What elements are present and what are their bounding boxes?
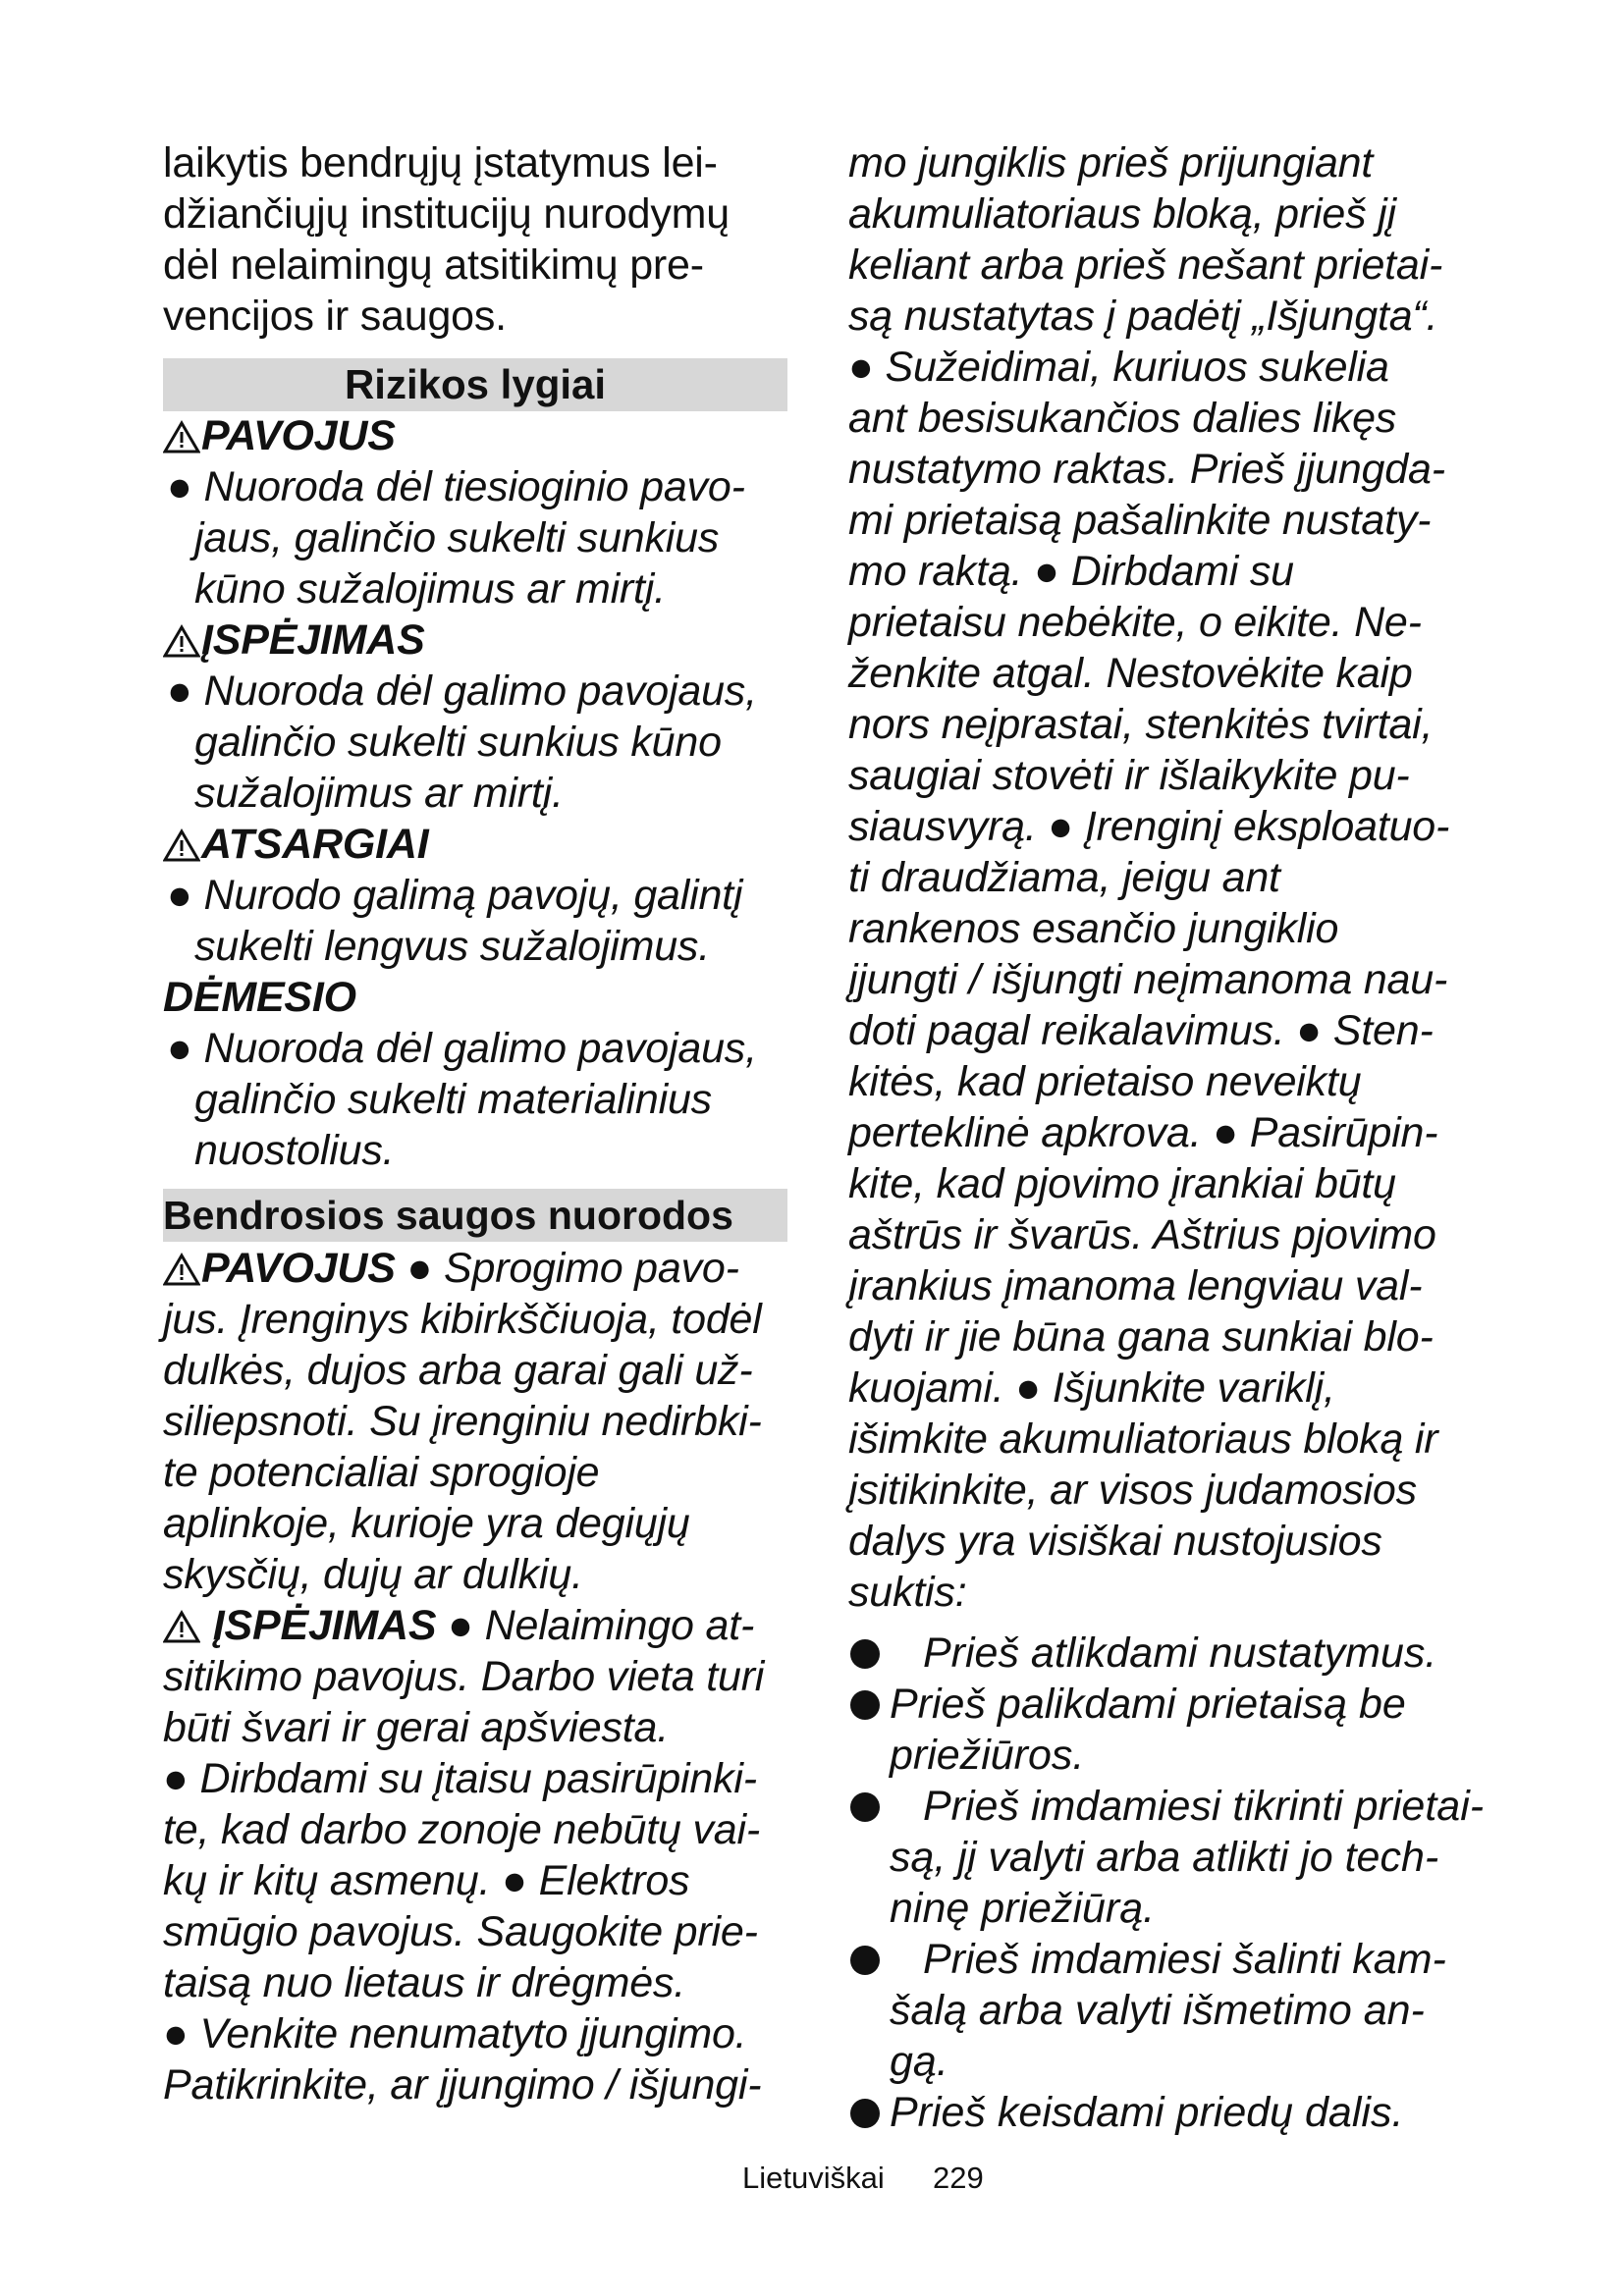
right-line: prietaisu nebėkite, o eikite. Ne-	[848, 599, 1422, 646]
notice-desc-line: nuostolius.	[194, 1127, 395, 1174]
caution-desc-line: sukelti lengvus sužalojimus.	[194, 923, 710, 970]
bullet-item-line: Prieš imdamiesi šalinti kam-	[923, 1936, 1446, 1983]
general-safety-heading: Bendrosios saugos nuorodos	[163, 1189, 787, 1242]
right-line: rankenos esančio jungiklio	[848, 905, 1339, 952]
general-warning-line: taisą nuo lietaus ir drėgmės.	[163, 1959, 685, 2006]
right-line: dyti ir jie būna gana sunkiai blo-	[848, 1313, 1434, 1361]
general-danger-label: PAVOJUS	[201, 1245, 396, 1292]
right-line: įrankius įmanoma lengviau val-	[848, 1262, 1423, 1309]
right-line: aštrūs ir švarūs. Aštrius pjovimo	[848, 1211, 1436, 1258]
right-line: doti pagal reikalavimus. ● Sten-	[848, 1007, 1434, 1054]
general-warning-line	[163, 1600, 754, 1651]
warning-triangle-icon	[163, 624, 200, 658]
right-line: išimkite akumuliatoriaus bloką ir	[848, 1415, 1438, 1463]
right-line: mo raktą. ● Dirbdami su	[848, 548, 1294, 595]
right-line: siausvyrą. ● Įrenginį eksploatuo-	[848, 803, 1450, 850]
bullet-item-line: gą.	[890, 2038, 948, 2085]
bullet-item-line: priežiūros.	[890, 1732, 1085, 1779]
caution-label	[163, 819, 429, 870]
right-line: perteklinė apkrova. ● Pasirūpin-	[848, 1109, 1438, 1156]
page-number: 229	[933, 2161, 984, 2195]
general-danger-line: aplinkoje, kurioje yra degiųjų	[163, 1500, 690, 1547]
intro-line: vencijos ir saugos.	[163, 293, 507, 340]
general-warning-label: ĮSPĖJIMAS	[212, 1602, 437, 1649]
bullet-item-line: Prieš imdamiesi tikrinti prietai-	[923, 1783, 1485, 1830]
general-warning-line: ● Dirbdami su įtaisu pasirūpinki-	[163, 1755, 757, 1802]
intro-line: dėl nelaimingų atsitikimų pre-	[163, 241, 704, 289]
bullet-item-line: ninę priežiūrą.	[890, 1885, 1156, 1932]
general-danger-first: ● Sprogimo pavo-	[395, 1245, 739, 1292]
warning-label-text: ĮSPĖJIMAS	[201, 616, 425, 664]
right-line: nors neįprastai, stenkitės tvirtai,	[848, 701, 1434, 748]
general-danger-line: siliepsnoti. Su įrenginiu nedirbki-	[163, 1398, 762, 1445]
warning-desc-line: sužalojimus ar mirtį.	[194, 770, 564, 817]
general-warning-line: smūgio pavojus. Saugokite prie-	[163, 1908, 758, 1955]
footer-language: Lietuviškai	[742, 2161, 885, 2195]
danger-label-text: PAVOJUS	[201, 412, 396, 459]
danger-desc-line: kūno sužalojimus ar mirtį.	[194, 565, 666, 613]
right-line: mi prietaisą pašalinkite nustaty-	[848, 497, 1432, 544]
risk-levels-heading: Rizikos lygiai	[163, 358, 787, 411]
notice-desc-line: ● Nuoroda dėl galimo pavojaus,	[167, 1025, 757, 1072]
bullet-item-line: šalą arba valyti išmetimo an-	[890, 1987, 1425, 2034]
bullet-item-line: są, jį valyti arba atlikti jo tech-	[890, 1834, 1439, 1881]
right-line: saugiai stovėti ir išlaikykite pu-	[848, 752, 1410, 799]
right-line: ant besisukančios dalies likęs	[848, 395, 1397, 442]
general-warning-line: būti švari ir gerai apšviesta.	[163, 1704, 669, 1751]
bullet-item-line: Prieš palikdami prietaisą be	[890, 1681, 1406, 1728]
bullet-item-line: Prieš keisdami priedų dalis.	[890, 2089, 1404, 2136]
right-line: ● Sužeidimai, kuriuos sukelia	[848, 344, 1389, 391]
bullet-dot	[850, 1690, 880, 1720]
warning-triangle-icon	[163, 1253, 200, 1286]
danger-desc-line: jaus, galinčio sukelti sunkius	[194, 514, 720, 561]
right-line: ženkite atgal. Nestovėkite kaip	[848, 650, 1413, 697]
danger-label	[163, 410, 396, 461]
right-line: ti draudžiama, jeigu ant	[848, 854, 1280, 901]
bullet-dot	[850, 1792, 880, 1822]
notice-desc-line: galinčio sukelti materialinius	[194, 1076, 712, 1123]
general-warning-line: kų ir kitų asmenų. ● Elektros	[163, 1857, 690, 1904]
general-warning-line: sitikimo pavojus. Darbo vieta turi	[163, 1653, 765, 1700]
bullet-dot	[850, 1946, 880, 1975]
right-line: są nustatytas į padėtį „Išjungta“.	[848, 293, 1438, 340]
intro-line: laikytis bendrųjų įstatymus lei-	[163, 139, 718, 187]
warning-desc-line: galinčio sukelti sunkius kūno	[194, 719, 722, 766]
right-line: kitės, kad prietaiso neveiktų	[848, 1058, 1362, 1105]
warning-label	[163, 614, 425, 666]
right-line: įsitikinkite, ar visos judamosios	[848, 1467, 1417, 1514]
right-line: nustatymo raktas. Prieš įjungda-	[848, 446, 1445, 493]
general-warning-first: ● Nelaimingo at-	[436, 1602, 755, 1649]
bullet-dot	[850, 1639, 880, 1669]
general-warning-line: Patikrinkite, ar įjungimo / išjungi-	[163, 2061, 762, 2109]
warning-triangle-icon	[163, 420, 200, 454]
general-danger-line: skysčių, dujų ar dulkių.	[163, 1551, 583, 1598]
bullet-item-line: Prieš atlikdami nustatymus.	[923, 1629, 1437, 1677]
warning-triangle-icon	[163, 1610, 200, 1643]
general-danger-line: te potencialiai sprogioje	[163, 1449, 600, 1496]
caution-label-text: ATSARGIAI	[201, 821, 429, 868]
warning-triangle-icon	[163, 828, 200, 862]
bullet-dot	[850, 2099, 880, 2128]
right-line: kite, kad pjovimo įrankiai būtų	[848, 1160, 1396, 1207]
general-danger-line: jus. Įrenginys kibirkščiuoja, todėl	[163, 1296, 762, 1343]
right-line: įjungti / išjungti neįmanoma nau-	[848, 956, 1448, 1003]
general-danger-line: dulkės, dujos arba garai gali už-	[163, 1347, 753, 1394]
right-line: dalys yra visiškai nustojusios	[848, 1518, 1382, 1565]
right-line: kuojami. ● Išjunkite variklį,	[848, 1364, 1335, 1412]
right-line: keliant arba prieš nešant prietai-	[848, 241, 1443, 289]
danger-desc-line: ● Nuoroda dėl tiesioginio pavo-	[167, 463, 745, 510]
warning-desc-line: ● Nuoroda dėl galimo pavojaus,	[167, 667, 757, 715]
general-danger-line	[163, 1243, 739, 1294]
notice-label: DĖMESIO	[163, 974, 356, 1021]
general-warning-line: te, kad darbo zonoje nebūtų vai-	[163, 1806, 760, 1853]
right-line: akumuliatoriaus bloką, prieš jį	[848, 190, 1396, 238]
general-warning-line: ● Venkite nenumatyto įjungimo.	[163, 2010, 747, 2057]
intro-line: džiančiųjų institucijų nurodymų	[163, 190, 730, 238]
right-line: mo jungiklis prieš prijungiant	[848, 139, 1374, 187]
right-line: suktis:	[848, 1569, 967, 1616]
caution-desc-line: ● Nurodo galimą pavojų, galintį	[167, 872, 743, 919]
